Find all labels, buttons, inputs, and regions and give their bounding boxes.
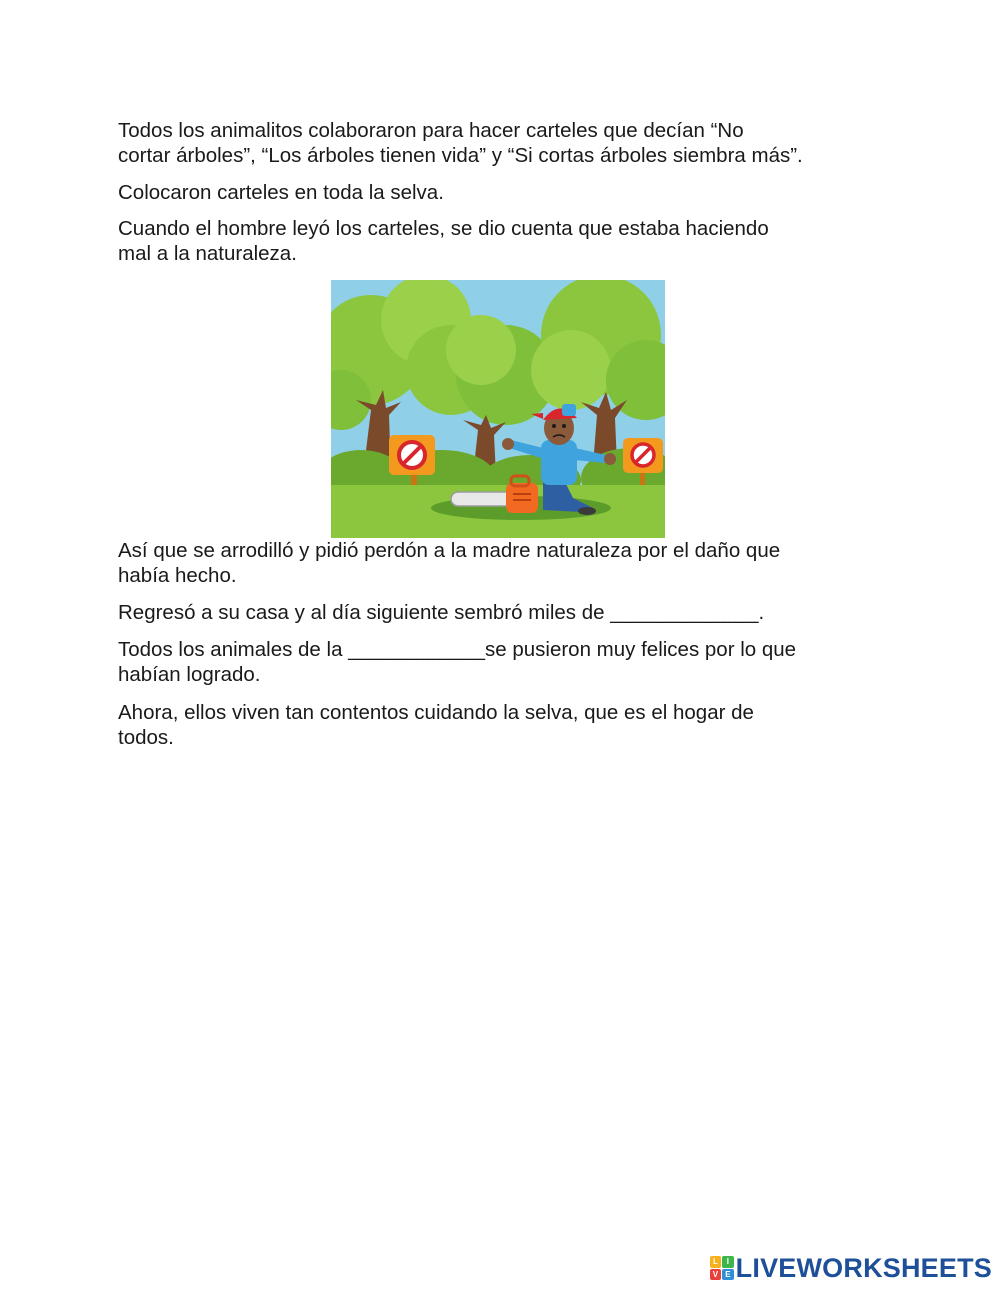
story-paragraph: Todos los animalitos colaboraron para hacer carteles que decían “No cortar árboles”, “Los árboles tienen vida” y “Si cortas árboles siembra más”. (118, 119, 803, 167)
story-illustration (331, 280, 665, 538)
logo-letter: I (722, 1256, 734, 1268)
logo-letter: V (710, 1269, 722, 1281)
story-paragraph: Cuando el hombre leyó los carteles, se dio cuenta que estaba haciendo mal a la naturaleza. (118, 217, 769, 265)
fill-in-blank-paragraph: Regresó a su casa y al día siguiente sembró miles de _____________. (118, 601, 765, 624)
liveworksheets-logo-text: LIVEWORKSHEETS (735, 1252, 992, 1283)
story-paragraph: Así que se arrodilló y pidió perdón a la madre naturaleza por el daño que había hecho. (118, 539, 781, 587)
story-paragraph: Ahora, ellos viven tan contentos cuidando la selva, que es el hogar de todos. (118, 701, 754, 749)
logo-letter: E (722, 1269, 734, 1281)
liveworksheets-logo[interactable] (710, 1253, 992, 1283)
story-paragraph: Colocaron carteles en toda la selva. (118, 181, 444, 204)
logo-letter: L (710, 1256, 722, 1268)
liveworksheets-logo-icon (710, 1256, 734, 1280)
fill-in-blank-paragraph: Todos los animales de la ____________se pusieron muy felices por lo que habían logrado. (118, 638, 797, 686)
